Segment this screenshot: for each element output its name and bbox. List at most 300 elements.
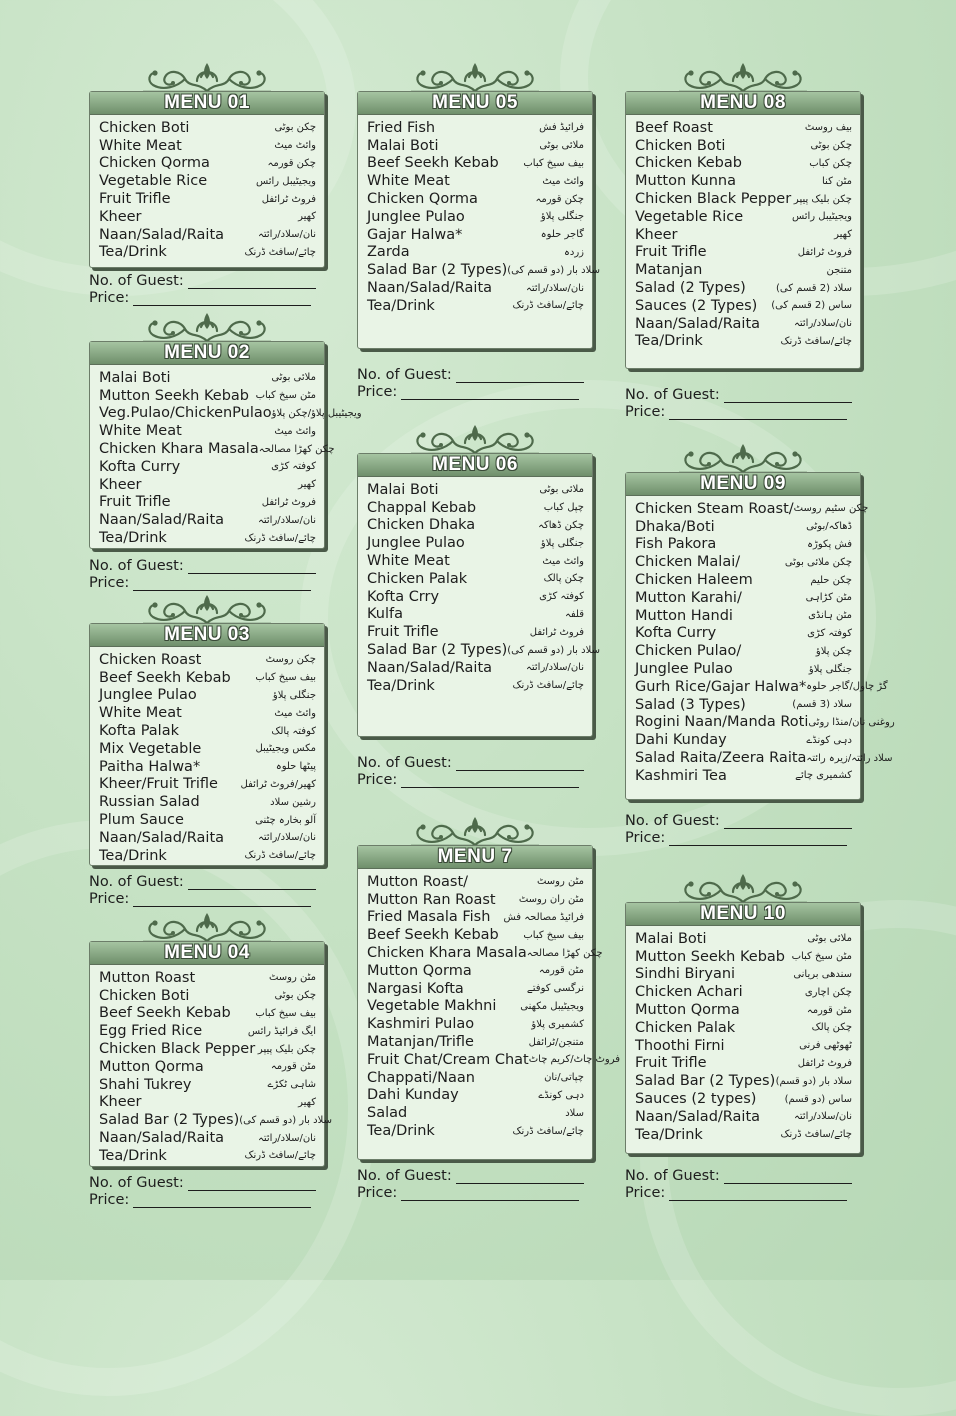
menu-item (635, 749, 893, 767)
menu-item-urdu: جنگلی پلاؤ (272, 689, 316, 701)
menu-item (99, 1094, 316, 1112)
menu-item-english: Naan/Salad/Raita (99, 226, 225, 243)
menu-item-english: Beef Seekh Kebab (367, 927, 499, 944)
guest-count-field-label: No. of Guest: (357, 755, 452, 771)
menu-item (367, 119, 584, 137)
menu-item-urdu: مٹن قورمہ (538, 965, 584, 977)
menu-card-body (89, 91, 325, 268)
price-field (89, 890, 316, 907)
menu-item-english: Mutton Qorma (99, 1058, 204, 1075)
menu-item-urdu: چکن اچاری (804, 986, 852, 998)
menu-item-english: Kofta Curry (99, 458, 181, 475)
menu-item-english: Matanjan/Trifle (367, 1034, 474, 1051)
menu-item (635, 660, 852, 678)
menu-item (635, 1072, 852, 1090)
menu-item (367, 570, 584, 588)
menu-item-english: Fruit Trifle (99, 494, 171, 511)
menu-item-urdu: چائے/سافٹ ڈرنک (244, 1150, 316, 1162)
menu-item-english: Veg.Pulao/ChickenPulao (99, 405, 272, 422)
menu-item (635, 536, 852, 554)
menu-item-urdu: مٹن روسٹ (268, 972, 316, 984)
menu-item-english: Chicken Boti (635, 137, 726, 154)
menu-item-english: Naan/Salad/Raita (367, 280, 493, 297)
menu-item-urdu: مٹن قورمہ (806, 1004, 852, 1016)
guest-count-field-blank (188, 877, 316, 890)
menu-item-english: Vegetable Rice (635, 208, 744, 225)
menu-item-english: Sauces (2 types) (635, 1091, 757, 1108)
menu-item-urdu: چکن بلیک پیپر (793, 193, 852, 205)
guest-count-field (625, 386, 852, 403)
menu-item (99, 704, 316, 722)
menu-item (635, 625, 852, 643)
price-field-label: Price: (89, 575, 130, 591)
menu-item-urdu: چکن پالک (543, 573, 584, 585)
menu-item-english: Salad Bar (2 Types) (367, 642, 508, 659)
menu-title: MENU 08 (626, 92, 860, 115)
menu-item-english: Chicken Kebab (635, 155, 742, 172)
menu-item (635, 155, 852, 173)
menu-item-urdu: چکن بوٹی (810, 140, 852, 152)
guest-count-field-blank (188, 276, 316, 289)
menu-item (635, 607, 852, 625)
menu-item (635, 696, 852, 714)
menu-item (99, 119, 316, 137)
menu-item (635, 315, 852, 333)
menu-item-urdu: فرائیڈ مصالحہ فش (503, 911, 584, 923)
menu-item-english: Malai Boti (367, 481, 439, 498)
menu-item-urdu: چائے/سافٹ ڈرنک (512, 300, 584, 312)
menu-card-5 (357, 91, 600, 400)
menu-item (635, 1037, 852, 1055)
menu-item-urdu: چکن بوٹی (274, 122, 316, 134)
menu-item-english: Chicken Khara Masala (367, 945, 527, 962)
menu-item-list (90, 115, 324, 265)
menu-item-urdu: نان/سلاد/رائتہ (526, 282, 584, 294)
menu-item (367, 962, 584, 980)
menu-item (367, 155, 584, 173)
menu-item-urdu: گاجر حلوہ (540, 229, 584, 241)
menu-item (99, 405, 362, 423)
menu-item (99, 1005, 316, 1023)
menu-item-english: Chicken Qorma (99, 155, 210, 172)
menu-item (635, 589, 852, 607)
guest-count-field (89, 1174, 316, 1191)
menu-item-english: Mutton Qorma (367, 962, 472, 979)
menu-item-urdu: سندھی بریانی (793, 968, 852, 980)
price-field-blank (133, 293, 311, 306)
menu-item-urdu: کھیر (298, 479, 316, 491)
menu-footer (89, 1174, 316, 1208)
menu-item-urdu: وائٹ میٹ (542, 175, 584, 187)
menu-item-urdu: چکن بلیک پیپر (257, 1043, 316, 1055)
menu-item-urdu: کشمیری چائے (795, 770, 852, 782)
price-field-label: Price: (89, 891, 130, 907)
menu-item-urdu: ملائی بوٹی (539, 140, 584, 152)
ornament-icon (139, 61, 275, 95)
menu-item-urdu: سلاد (3 قسم) (792, 699, 852, 711)
menu-item-urdu: نرگسی کوفتے (526, 983, 584, 995)
menu-item-urdu: جنگلی پلاؤ (808, 663, 852, 675)
menu-card-body (89, 941, 332, 1167)
menu-item (635, 767, 852, 785)
menu-item (99, 722, 316, 740)
menu-footer (89, 557, 316, 591)
guest-count-field-blank (456, 758, 584, 771)
menu-item (635, 518, 852, 536)
menu-card-body (357, 845, 621, 1160)
menu-item-urdu: ملائی بوٹی (807, 933, 852, 945)
price-field-label: Price: (357, 384, 398, 400)
menu-item (367, 606, 584, 624)
menu-item-english: Kheer (99, 476, 142, 493)
menu-title: MENU 01 (90, 92, 324, 115)
menu-item-english: Beef Seekh Kebab (99, 1005, 231, 1022)
menu-card-4 (89, 941, 332, 1208)
menu-item-english: Tea/Drink (367, 297, 435, 314)
menu-item (99, 793, 316, 811)
menu-item-english: Malai Boti (635, 930, 707, 947)
menu-item-english: Fish Pakora (635, 536, 717, 553)
price-field (357, 383, 584, 400)
menu-item-list (626, 496, 895, 789)
menu-card-body (357, 91, 600, 349)
menu-item-english: Kheer (635, 226, 678, 243)
menu-item (635, 966, 852, 984)
menu-item-english: Egg Fried Rice (99, 1023, 203, 1040)
menu-item (99, 687, 316, 705)
menu-item (367, 279, 584, 297)
menu-item (367, 588, 584, 606)
menu-item-urdu: فروٹ ٹرائفل (261, 193, 316, 205)
menu-item-english: Tea/Drink (635, 333, 703, 350)
menu-item (99, 387, 316, 405)
menu-item-urdu: ڈھاکہ/بوٹی (806, 521, 852, 533)
menu-item-urdu: فروٹ چاٹ/کریم چاٹ (528, 1054, 621, 1066)
menu-item-urdu: سلاد (565, 1107, 584, 1119)
menu-item (367, 1087, 584, 1105)
menu-footer (89, 873, 316, 907)
menu-item-urdu: سلاد بار (دو قسم کی) (507, 264, 600, 276)
menu-item (367, 190, 584, 208)
menu-item-urdu: ملائی بوٹی (539, 484, 584, 496)
menu-item-english: Mutton Kunna (635, 173, 736, 190)
menu-item-english: Tea/Drink (99, 244, 167, 261)
guest-count-field-blank (724, 390, 852, 403)
menu-footer (89, 272, 316, 306)
menu-item (99, 969, 316, 987)
menu-item-urdu: ملائی بوٹی (271, 372, 316, 384)
menu-item-english: Chappal Kebab (367, 499, 477, 516)
menu-item-english: Junglee Pulao (367, 535, 465, 552)
price-field-blank (133, 578, 311, 591)
menu-item-urdu: مٹن کنا (822, 175, 852, 187)
menu-item-list (90, 647, 324, 869)
menu-item (367, 1051, 621, 1069)
menu-item-english: Chicken Khara Masala (99, 441, 259, 458)
menu-item-english: Kheer/Fruit Trifle (99, 776, 218, 793)
menu-item-urdu: نان/سلاد/رائتہ (258, 514, 316, 526)
menu-item (635, 208, 852, 226)
menu-item-urdu: فروٹ ٹرائفل (797, 1057, 852, 1069)
menu-item-english: Vegetable Rice (99, 173, 208, 190)
menu-item (99, 740, 316, 758)
menu-item-english: Chicken Boti (99, 119, 190, 136)
menu-item-urdu: بیف سیخ کباب (255, 672, 316, 684)
menu-item-english: Naan/Salad/Raita (367, 659, 493, 676)
menu-item-english: Salad (2 Types) (635, 280, 746, 297)
menu-item (99, 987, 316, 1005)
menu-card-9 (625, 472, 895, 846)
menu-item-english: Fruit Chat/Cream Chat (367, 1051, 529, 1068)
guest-count-field-label: No. of Guest: (89, 1175, 184, 1191)
menu-item-english: Kashmiri Pulao (367, 1016, 475, 1033)
menu-title: MENU 10 (626, 903, 860, 926)
price-field-blank (133, 1195, 311, 1208)
menu-item-english: Chicken Roast (99, 651, 202, 668)
menu-item (99, 208, 316, 226)
menu-item-english: Beef Seekh Kebab (99, 669, 231, 686)
menu-item-english: Plum Sauce (99, 812, 184, 829)
menu-item-urdu: مٹن قورمہ (270, 1061, 316, 1073)
ornament-icon (139, 311, 275, 345)
price-field (89, 1191, 316, 1208)
menu-item-urdu: سلاد بار (دو قسم کی) (507, 644, 600, 656)
menu-item-urdu: متنجن (826, 264, 852, 276)
menu-item (99, 494, 316, 512)
guest-count-field (89, 272, 316, 289)
menu-item-urdu: کوفتہ کڑی (807, 627, 852, 639)
menu-item-urdu: گڑ چاول/گاجر حلوہ (806, 681, 888, 693)
menu-item-english: Chicken Malai/ (635, 554, 741, 571)
menu-item-urdu: چکن کباب (809, 157, 852, 169)
menu-item (635, 1090, 852, 1108)
menu-item (367, 517, 584, 535)
menu-footer (625, 812, 852, 846)
menu-item-urdu: سلاد بار (دو قسم) (775, 1075, 852, 1087)
menu-item-urdu: ویجیٹیبل پلاؤ/چکن پلاؤ (271, 407, 362, 419)
guest-count-field-label: No. of Guest: (89, 874, 184, 890)
menu-item-urdu: زردہ (564, 246, 584, 258)
menu-item (635, 678, 888, 696)
guest-count-field-label: No. of Guest: (89, 558, 184, 574)
menu-item-english: Junglee Pulao (367, 208, 465, 225)
price-field (625, 1184, 852, 1201)
menu-item-english: Chicken Qorma (367, 191, 478, 208)
menu-item-english: Salad Bar (2 Types) (367, 262, 508, 279)
menu-title: MENU 09 (626, 473, 860, 496)
menu-item-list (90, 965, 332, 1169)
menu-item (367, 909, 584, 927)
menu-item (635, 172, 852, 190)
menu-item-urdu: سلاد بار (دو قسم کی) (239, 1114, 332, 1126)
menu-item-english: Dahi Kunday (635, 732, 727, 749)
menu-item-english: Rogini Naan/Manda Roti (635, 714, 809, 731)
guest-count-field (625, 1167, 852, 1184)
guest-count-field-label: No. of Guest: (89, 273, 184, 289)
menu-item-english: Salad Bar (2 Types) (99, 1112, 240, 1129)
menu-item-urdu: کشمیری پلاؤ (531, 1018, 584, 1030)
menu-card-8 (625, 91, 861, 420)
menu-item-english: Chicken Achari (635, 984, 743, 1001)
menu-item (635, 983, 852, 1001)
menu-item (635, 642, 852, 660)
menu-item-english: Chicken Pulao/ (635, 643, 742, 660)
menu-item-english: Mutton Handi (635, 607, 733, 624)
menu-card-body (625, 472, 895, 800)
menu-item (367, 677, 584, 695)
menu-item-english: Fruit Trifle (635, 1055, 707, 1072)
menu-item-english: Kofta Crry (367, 588, 440, 605)
menu-item (99, 137, 316, 155)
menu-item (635, 1055, 852, 1073)
menu-card-7 (357, 845, 621, 1201)
guest-count-field (357, 754, 584, 771)
menu-item-english: Mutton Qorma (635, 1002, 740, 1019)
menu-item-urdu: ایگ فرائیڈ رائس (247, 1025, 316, 1037)
menu-item-urdu: بیف سیخ کباب (523, 157, 584, 169)
menu-item (99, 155, 316, 173)
menu-item (635, 948, 852, 966)
menu-item-urdu: وائٹ میٹ (274, 425, 316, 437)
guest-count-field (357, 366, 584, 383)
menu-item-english: Tea/Drink (367, 1123, 435, 1140)
menu-item-english: Gajar Halwa* (367, 226, 463, 243)
menu-item-urdu: کوفتہ پالک (271, 725, 316, 737)
menu-item-urdu: ویجیٹیبل رائس (255, 175, 316, 187)
menu-item (367, 944, 603, 962)
menu-item-urdu: مٹن روسٹ (536, 876, 584, 888)
guest-count-field-label: No. of Guest: (357, 367, 452, 383)
ornament-icon (675, 872, 811, 906)
menu-item-urdu: چکن ڈھاکہ (538, 519, 584, 531)
menu-item (367, 980, 584, 998)
menu-item (367, 1015, 584, 1033)
menu-item-english: Beef Seekh Kebab (367, 155, 499, 172)
menu-item-english: Paitha Halwa* (99, 758, 201, 775)
menu-item (367, 1122, 584, 1140)
menu-item (99, 1076, 316, 1094)
menu-item-english: White Meat (99, 705, 182, 722)
menu-item (99, 758, 316, 776)
menu-item (99, 1040, 316, 1058)
menu-item (367, 1104, 584, 1122)
menu-item-urdu: نان/سلاد/رائتہ (258, 1132, 316, 1144)
guest-count-field-blank (724, 1171, 852, 1184)
menu-item (367, 481, 584, 499)
menu-item (635, 137, 852, 155)
menu-item (367, 534, 584, 552)
menu-item (635, 1019, 852, 1037)
menu-item (635, 261, 852, 279)
menu-item-list (626, 926, 860, 1148)
menu-item (635, 553, 852, 571)
menu-item (635, 714, 895, 732)
price-field-blank (669, 1188, 847, 1201)
menu-footer (625, 1167, 852, 1201)
menu-item-english: Tea/Drink (99, 847, 167, 864)
menu-item-urdu: ٹھوٹھی فرنی (799, 1040, 852, 1052)
menu-item-urdu: متنجن/ٹرائفل (528, 1036, 584, 1048)
menu-item (367, 873, 584, 891)
menu-item-urdu: چائے/سافٹ ڈرنک (512, 680, 584, 692)
menu-item-english: Chicken Steam Roast/ (635, 500, 794, 517)
menu-item-urdu: وائٹ میٹ (274, 707, 316, 719)
menu-item-english: Tea/Drink (635, 1126, 703, 1143)
menu-title: MENU 7 (358, 846, 592, 869)
menu-footer (357, 754, 584, 788)
menu-item-urdu: فروٹ ٹرائفل (797, 246, 852, 258)
price-field-blank (401, 387, 579, 400)
menu-item-english: Tea/Drink (99, 530, 167, 547)
menu-item-english: White Meat (367, 173, 450, 190)
menu-item-urdu: آلو بخارہ چٹنی (255, 814, 316, 826)
menu-item-english: Kofta Curry (635, 625, 717, 642)
menu-item-urdu: نان/سلاد/رائتہ (794, 1111, 852, 1123)
menu-item (367, 137, 584, 155)
menu-item-english: Tea/Drink (367, 677, 435, 694)
menu-item (99, 529, 316, 547)
menu-item (367, 244, 584, 262)
menu-item-english: Naan/Salad/Raita (635, 315, 761, 332)
guest-count-field-blank (456, 1171, 584, 1184)
menu-item-urdu: چکن پلاؤ (815, 645, 852, 657)
menu-item-urdu: ویجیٹیبل مکھنی (520, 1000, 584, 1012)
menu-item-english: Naan/Salad/Raita (635, 1108, 761, 1125)
price-field-label: Price: (89, 1192, 130, 1208)
menu-item-urdu: چائے/سافٹ ڈرنک (244, 850, 316, 862)
menu-item-urdu: بیف سیخ کباب (523, 929, 584, 941)
menu-item-urdu: مٹن سیخ کباب (255, 390, 316, 402)
menu-item-urdu: چکن پالک (811, 1022, 852, 1034)
menu-item-english: Tea/Drink (99, 1147, 167, 1164)
menu-item (99, 476, 316, 494)
menu-item (99, 1129, 316, 1147)
ornament-icon (139, 593, 275, 627)
menu-item (367, 659, 584, 677)
guest-count-field-label: No. of Guest: (357, 1168, 452, 1184)
price-field (89, 574, 316, 591)
menu-item-urdu: چکن قورمہ (267, 157, 316, 169)
menu-card-6 (357, 453, 600, 788)
menu-item-urdu: چکن کھڑا مصالحہ (258, 443, 335, 455)
menu-item-urdu: ساس (دو قسم) (784, 1093, 852, 1105)
guest-count-field-blank (188, 1178, 316, 1191)
menu-item (367, 998, 584, 1016)
menu-item (635, 279, 852, 297)
price-field-blank (669, 833, 847, 846)
menu-item-english: Kofta Palak (99, 723, 179, 740)
menu-item-urdu: کوفتہ کڑی (539, 591, 584, 603)
menu-item-english: Thoothi Firni (635, 1037, 725, 1054)
menu-item-english: Matanjan (635, 262, 703, 279)
menu-item-urdu: قلفہ (564, 608, 584, 620)
menu-item-urdu: نان/سلاد/رائتہ (794, 318, 852, 330)
menu-footer (357, 1167, 584, 1201)
ornament-icon (407, 423, 543, 457)
menu-item-urdu: کوفتہ کڑی (271, 461, 316, 473)
menu-title: MENU 03 (90, 624, 324, 647)
menu-item-english: Junglee Pulao (99, 687, 197, 704)
menu-item-list (358, 869, 621, 1144)
menu-title: MENU 02 (90, 342, 324, 365)
guest-count-field (89, 873, 316, 890)
menu-item-english: Russian Salad (99, 794, 200, 811)
ornament-icon (675, 442, 811, 476)
menu-item (99, 829, 316, 847)
menu-item-english: Salad (367, 1105, 408, 1122)
menu-item-urdu: رشین سلاد (270, 796, 316, 808)
menu-item-list (358, 115, 600, 319)
